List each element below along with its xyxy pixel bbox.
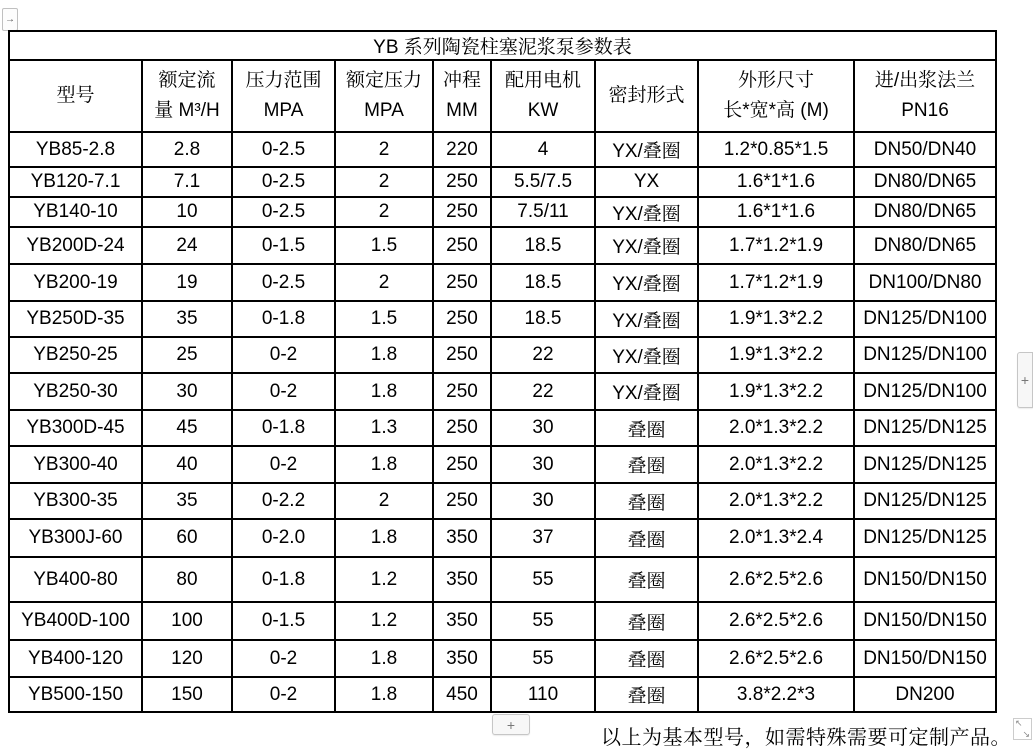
table-cell: 18.5 [491, 227, 595, 264]
table-cell: 2 [335, 167, 433, 197]
table-cell: 0-2 [232, 337, 335, 373]
table-cell: 60 [142, 519, 232, 557]
table-cell: YX/叠圈 [595, 227, 698, 264]
table-cell: 250 [433, 446, 491, 483]
table-cell: 80 [142, 557, 232, 602]
table-cell: YX/叠圈 [595, 264, 698, 301]
table-cell: YB85-2.8 [9, 132, 142, 167]
table-cell: YB500-150 [9, 677, 142, 712]
table-cell: YB400-80 [9, 557, 142, 602]
table-cell: YX/叠圈 [595, 373, 698, 410]
table-move-handle[interactable] [2, 8, 18, 31]
table-cell: YB200D-24 [9, 227, 142, 264]
table-cell: 1.9*1.3*2.2 [698, 373, 854, 410]
table-cell: 1.8 [335, 640, 433, 677]
table-cell: 250 [433, 167, 491, 197]
table-cell: 30 [491, 410, 595, 446]
table-cell: 7.1 [142, 167, 232, 197]
table-cell: YX/叠圈 [595, 197, 698, 227]
table-cell: 0-1.5 [232, 602, 335, 640]
table-cell: 2 [335, 132, 433, 167]
table-cell: 10 [142, 197, 232, 227]
table-cell: 19 [142, 264, 232, 301]
table-cell: 1.3 [335, 410, 433, 446]
table-row [9, 301, 996, 337]
table-cell: 1.5 [335, 227, 433, 264]
table-cell: 250 [433, 337, 491, 373]
table-cell: 55 [491, 557, 595, 602]
table-cell: 0-2 [232, 373, 335, 410]
table-row [9, 410, 996, 446]
table-cell: 1.8 [335, 373, 433, 410]
table-row [9, 264, 996, 301]
table-cell: 0-2.5 [232, 264, 335, 301]
column-header: 密封形式 [595, 60, 698, 132]
table-row [9, 677, 996, 712]
table-cell: DN150/DN150 [854, 640, 996, 677]
plus-icon: + [1020, 372, 1030, 388]
table-cell: YB120-7.1 [9, 167, 142, 197]
table-cell: 1.8 [335, 519, 433, 557]
table-cell: 1.8 [335, 337, 433, 373]
table-cell: DN80/DN65 [854, 197, 996, 227]
table-cell: 0-1.8 [232, 557, 335, 602]
table-row [9, 640, 996, 677]
table-cell: 55 [491, 640, 595, 677]
table-cell: YB200-19 [9, 264, 142, 301]
table-cell: 0-2 [232, 446, 335, 483]
table-cell: YB300D-45 [9, 410, 142, 446]
table-cell: 2.6*2.5*2.6 [698, 557, 854, 602]
table-cell: 叠圈 [595, 483, 698, 519]
column-header: 压力范围 MPA [232, 60, 335, 132]
table-cell: YX/叠圈 [595, 301, 698, 337]
table-cell: 2.6*2.5*2.6 [698, 602, 854, 640]
table-cell: 1.9*1.3*2.2 [698, 337, 854, 373]
table-cell: 2 [335, 197, 433, 227]
table-cell: 22 [491, 337, 595, 373]
table-cell: 2.8 [142, 132, 232, 167]
table-cell: 250 [433, 301, 491, 337]
table-cell: 1.2 [335, 602, 433, 640]
tab-arrow-icon: → [5, 14, 15, 25]
table-cell: DN80/DN65 [854, 227, 996, 264]
table-cell: 250 [433, 483, 491, 519]
table-cell: 4 [491, 132, 595, 167]
plus-icon: + [506, 716, 516, 733]
table-cell: 450 [433, 677, 491, 712]
table-cell: 7.5/11 [491, 197, 595, 227]
table-cell: YB250-30 [9, 373, 142, 410]
table-cell: 2.0*1.3*2.4 [698, 519, 854, 557]
table-cell: 35 [142, 301, 232, 337]
table-cell: 250 [433, 373, 491, 410]
table-row [9, 373, 996, 410]
table-cell: 30 [142, 373, 232, 410]
table-cell: 25 [142, 337, 232, 373]
table-cell: DN80/DN65 [854, 167, 996, 197]
table-row [9, 132, 996, 167]
table-cell: 1.9*1.3*2.2 [698, 301, 854, 337]
table-cell: 250 [433, 227, 491, 264]
table-cell: DN150/DN150 [854, 602, 996, 640]
table-cell: YX/叠圈 [595, 132, 698, 167]
table-cell: DN50/DN40 [854, 132, 996, 167]
table-cell: 22 [491, 373, 595, 410]
table-cell: 5.5/7.5 [491, 167, 595, 197]
table-cell: 2.0*1.3*2.2 [698, 483, 854, 519]
table-cell: 1.8 [335, 446, 433, 483]
table-cell: YB250D-35 [9, 301, 142, 337]
table-header-row [9, 60, 996, 132]
table-cell: 30 [491, 483, 595, 519]
table-cell: 3.8*2.2*3 [698, 677, 854, 712]
table-cell: DN150/DN150 [854, 557, 996, 602]
table-cell: 叠圈 [595, 519, 698, 557]
table-cell: 叠圈 [595, 410, 698, 446]
table-cell: 0-2.2 [232, 483, 335, 519]
table-cell: 1.2*0.85*1.5 [698, 132, 854, 167]
column-header: 冲程 MM [433, 60, 491, 132]
table-cell: 350 [433, 519, 491, 557]
table-cell: 叠圈 [595, 640, 698, 677]
column-header: 进/出浆法兰 PN16 [854, 60, 996, 132]
table-cell: 220 [433, 132, 491, 167]
table-cell: 2 [335, 264, 433, 301]
column-header: 外形尺寸 长*宽*高 (M) [698, 60, 854, 132]
table-cell: 37 [491, 519, 595, 557]
table-cell: 1.7*1.2*1.9 [698, 227, 854, 264]
table-cell: 叠圈 [595, 602, 698, 640]
table-cell: DN125/DN100 [854, 337, 996, 373]
table-cell: 1.5 [335, 301, 433, 337]
table-cell: 0-2.5 [232, 167, 335, 197]
table-cell: 1.6*1*1.6 [698, 167, 854, 197]
table-cell: 18.5 [491, 264, 595, 301]
table-cell: 250 [433, 197, 491, 227]
table-cell: 叠圈 [595, 677, 698, 712]
table-cell: YB300-40 [9, 446, 142, 483]
table-cell: DN125/DN125 [854, 410, 996, 446]
table-cell: DN125/DN125 [854, 483, 996, 519]
table-cell: YB400D-100 [9, 602, 142, 640]
table-row [9, 557, 996, 602]
table-cell: YB300J-60 [9, 519, 142, 557]
resize-arrow-nw-icon: ↖ [1015, 718, 1023, 728]
table-cell: 18.5 [491, 301, 595, 337]
table-title: YB 系列陶瓷柱塞泥浆泵参数表 [9, 31, 996, 60]
add-column-button[interactable] [1017, 352, 1033, 408]
table-cell: 2 [335, 483, 433, 519]
table-row [9, 519, 996, 557]
table-cell: DN125/DN125 [854, 446, 996, 483]
table-cell: YB250-25 [9, 337, 142, 373]
table-cell: 55 [491, 602, 595, 640]
table-cell: 120 [142, 640, 232, 677]
table-cell: YB400-120 [9, 640, 142, 677]
column-header: 额定压力 MPA [335, 60, 433, 132]
table-cell: 250 [433, 410, 491, 446]
pump-parameters-table [8, 30, 997, 713]
table-row [9, 227, 996, 264]
table-cell: 350 [433, 557, 491, 602]
table-cell: 0-2 [232, 677, 335, 712]
table-cell: 0-1.8 [232, 410, 335, 446]
table-cell: 45 [142, 410, 232, 446]
column-header: 配用电机 KW [491, 60, 595, 132]
table-cell: 0-2.0 [232, 519, 335, 557]
add-row-button[interactable] [492, 714, 530, 735]
table-row [9, 337, 996, 373]
table-cell: 0-2.5 [232, 197, 335, 227]
table-resize-handle[interactable] [1013, 718, 1032, 740]
table-cell: YX [595, 167, 698, 197]
table-cell: 35 [142, 483, 232, 519]
table-cell: YB140-10 [9, 197, 142, 227]
table-row [9, 446, 996, 483]
table-cell: 150 [142, 677, 232, 712]
table-cell: 2.6*2.5*2.6 [698, 640, 854, 677]
table-cell: 叠圈 [595, 446, 698, 483]
table-row [9, 483, 996, 519]
table-cell: 0-2.5 [232, 132, 335, 167]
table-cell: 100 [142, 602, 232, 640]
table-cell: 40 [142, 446, 232, 483]
table-row [9, 197, 996, 227]
column-header: 额定流 量 M³/H [142, 60, 232, 132]
table-cell: 0-1.5 [232, 227, 335, 264]
table-cell: 1.7*1.2*1.9 [698, 264, 854, 301]
table-cell: 350 [433, 602, 491, 640]
table-cell: 2.0*1.3*2.2 [698, 410, 854, 446]
table-cell: 叠圈 [595, 557, 698, 602]
table-cell: 30 [491, 446, 595, 483]
table-cell: 24 [142, 227, 232, 264]
table-cell: DN100/DN80 [854, 264, 996, 301]
table-cell: 2.0*1.3*2.2 [698, 446, 854, 483]
table-cell: DN125/DN125 [854, 519, 996, 557]
table-cell: 0-2 [232, 640, 335, 677]
table-cell: 110 [491, 677, 595, 712]
table-row [9, 167, 996, 197]
table-cell: 1.6*1*1.6 [698, 197, 854, 227]
table-title-row [9, 31, 996, 60]
table-cell: DN125/DN100 [854, 301, 996, 337]
table-row [9, 602, 996, 640]
table-cell: YB300-35 [9, 483, 142, 519]
footer-note: 以上为基本型号，如需特殊需要可定制产品。 [601, 727, 1011, 749]
table-cell: 0-1.8 [232, 301, 335, 337]
table-cell: 1.2 [335, 557, 433, 602]
resize-arrow-se-icon: ↘ [1022, 729, 1030, 739]
table-cell: 350 [433, 640, 491, 677]
table-cell: DN125/DN100 [854, 373, 996, 410]
table-cell: 250 [433, 264, 491, 301]
table-cell: DN200 [854, 677, 996, 712]
column-header: 型号 [9, 60, 142, 132]
table-cell: YX/叠圈 [595, 337, 698, 373]
table-cell: 1.8 [335, 677, 433, 712]
